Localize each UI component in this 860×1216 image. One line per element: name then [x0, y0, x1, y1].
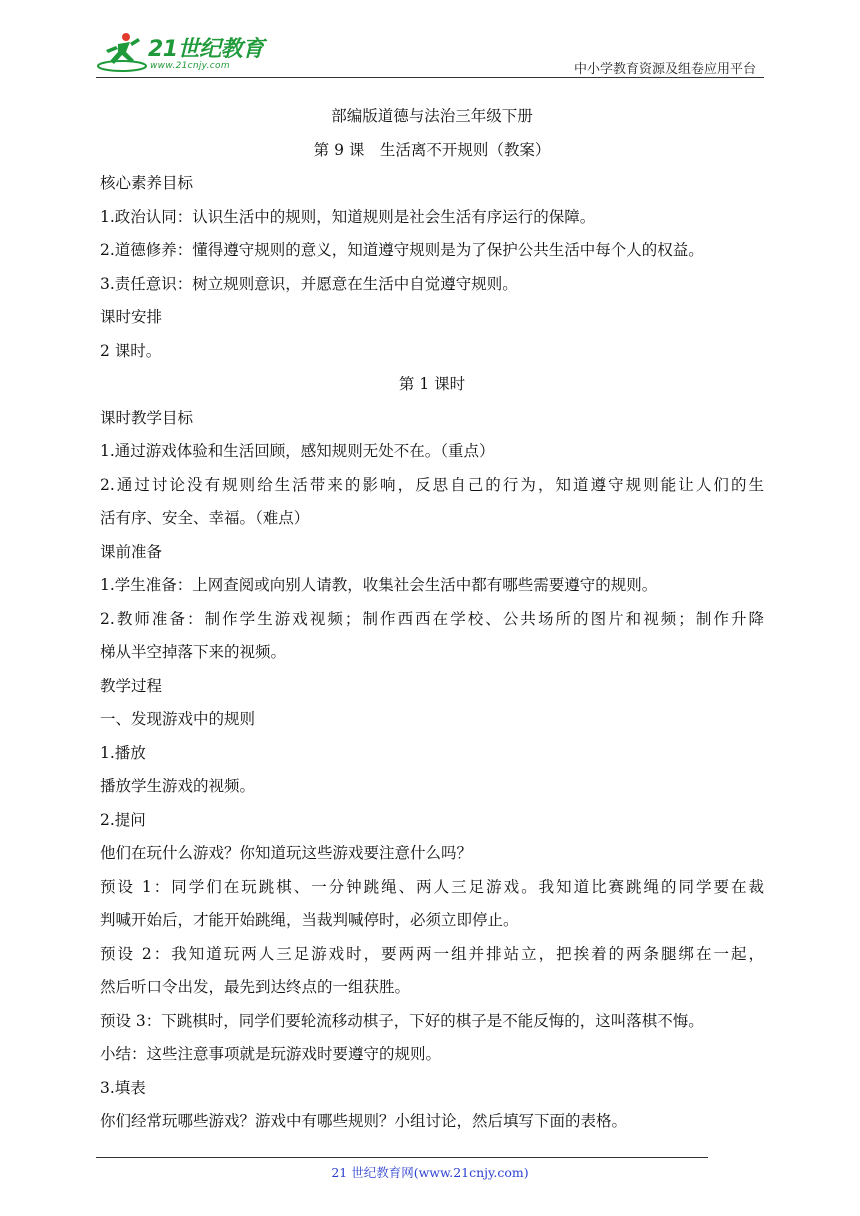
list-item-continued: 活有序、安全、幸福。（难点）: [100, 509, 310, 527]
document-subtitle: 第 9 课 生活离不开规则（教案）: [313, 140, 551, 159]
list-item: 2.教师准备：制作学生游戏视频；制作西西在学校、公共场所的图片和视频；制作升降: [100, 609, 764, 628]
runner-logo-icon: [96, 30, 152, 78]
list-item-continued: 梯从半空掉落下来的视频。: [100, 643, 287, 661]
logo-text: 21世纪教育: [148, 37, 264, 62]
step-heading: 1.播放: [100, 743, 146, 762]
list-item: 1.学生准备：上网查阅或向别人请教，收集社会生活中都有哪些需要遵守的规则。: [100, 576, 658, 594]
list-item: 3.责任意识：树立规则意识，并愿意在生活中自觉遵守规则。: [100, 274, 518, 293]
list-item: 1.政治认同：认识生活中的规则，知道规则是社会生活有序运行的保障。: [100, 207, 596, 226]
paragraph: 播放学生游戏的视频。: [100, 777, 256, 795]
lesson-heading: 第 1 课时: [398, 375, 466, 393]
paragraph: 你们经常玩哪些游戏？游戏中有哪些规则？小组讨论，然后填写下面的表格。: [100, 1112, 628, 1130]
document-title: 部编版道德与法治三年级下册: [331, 107, 533, 125]
site-logo[interactable]: [96, 30, 266, 78]
list-item: 2.道德修养：懂得遵守规则的意义，知道遵守规则是为了保护公共生活中每个人的权益。: [100, 241, 704, 259]
step-heading: 3.填表: [100, 1078, 146, 1097]
part-heading: 一、发现游戏中的规则: [100, 710, 256, 728]
header-divider: [96, 77, 764, 78]
step-heading: 2.提问: [100, 810, 146, 829]
list-item: 2.通过讨论没有规则给生活带来的影响，反思自己的行为，知道遵守规则能让人们的生: [100, 475, 764, 494]
paragraph: 2 课时。: [100, 341, 162, 360]
document-body: [100, 100, 764, 1139]
paragraph: 预设 1：同学们在玩跳棋、一分钟跳绳、两人三足游戏。我知道比赛跳绳的同学要在裁: [100, 877, 764, 896]
section-heading: 课时教学目标: [100, 408, 194, 427]
logo-url: www.21cnjy.com: [150, 61, 230, 71]
section-heading: 教学过程: [100, 676, 163, 695]
paragraph-continued: 然后听口令出发，最先到达终点的一组获胜。: [100, 978, 411, 996]
list-item: 1.通过游戏体验和生活回顾，感知规则无处不在。（重点）: [100, 442, 495, 460]
paragraph: 预设 2：我知道玩两人三足游戏时，要两两一组并排站立，把挨着的两条腿绑在一起，: [100, 944, 764, 963]
page-header: [96, 30, 766, 80]
platform-name: 中小学教育资源及组卷应用平台: [573, 62, 756, 77]
section-heading: 课时安排: [100, 308, 163, 326]
paragraph: 他们在玩什么游戏？你知道玩这些游戏要注意什么吗？: [100, 844, 473, 862]
paragraph: 预设 3：下跳棋时，同学们要轮流移动棋子，下好的棋子是不能反悔的，这叫落棋不悔。: [100, 1011, 704, 1030]
paragraph: 小结：这些注意事项就是玩游戏时要遵守的规则。: [100, 1045, 442, 1063]
paragraph-continued: 判喊开始后，才能开始跳绳，当裁判喊停时，必须立即停止。: [100, 911, 519, 929]
footer-link[interactable]: 21 世纪教育网(www.21cnjy.com): [331, 1165, 529, 1180]
footer-divider: [96, 1157, 708, 1158]
section-heading: 课前准备: [100, 542, 163, 561]
section-heading: 核心素养目标: [100, 174, 194, 192]
